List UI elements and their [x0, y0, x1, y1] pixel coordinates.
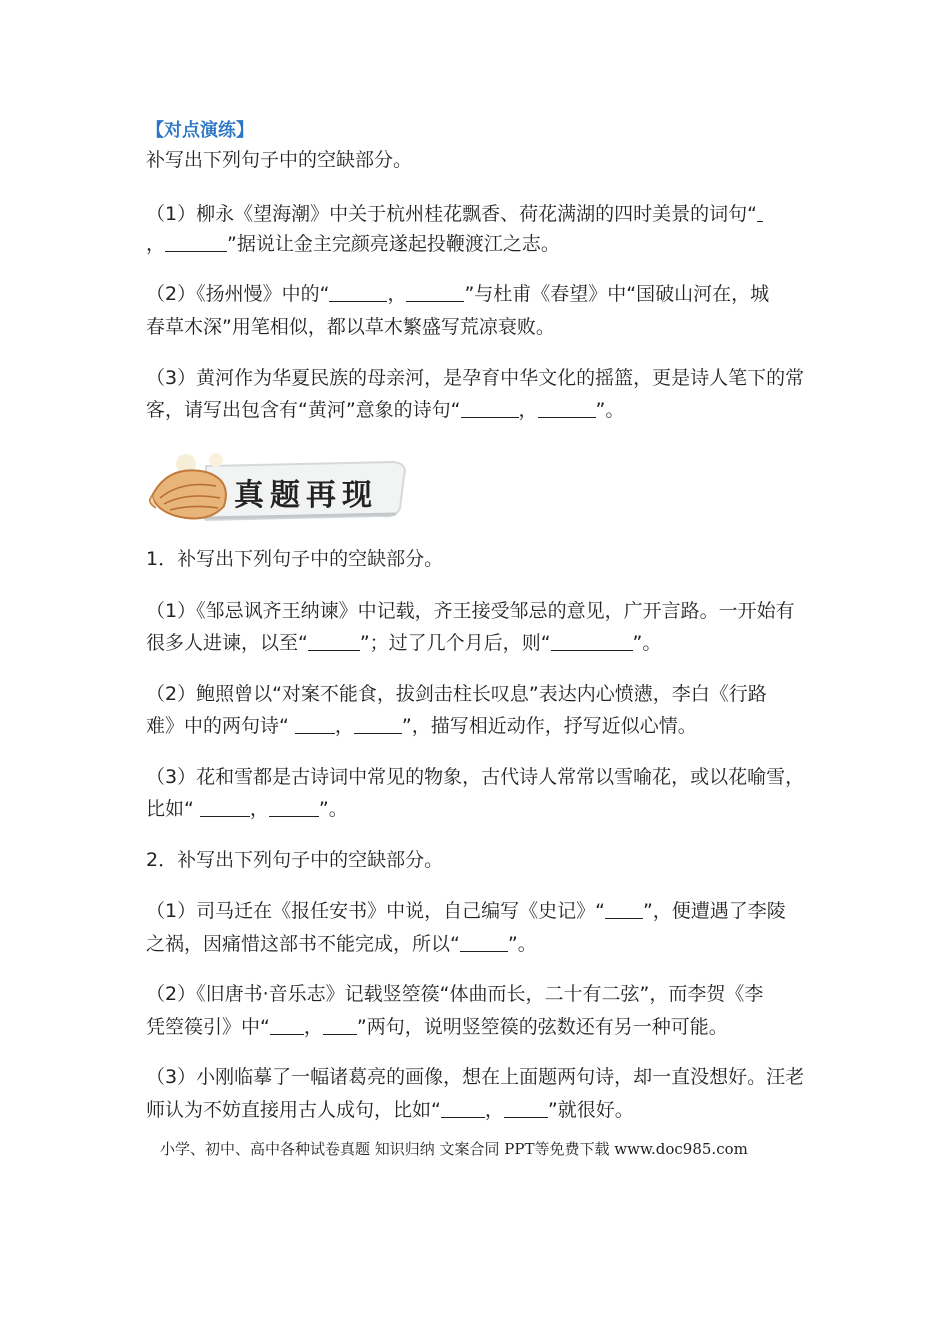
question-2-line-1: （2）《扬州慢》中的“ ， ”与杜甫《春望》中“国破山河在，城 [146, 283, 770, 305]
answer-blank[interactable] [461, 397, 519, 418]
answer-blank[interactable] [270, 1014, 304, 1035]
answer-blank[interactable] [441, 1097, 485, 1118]
question-1-line-1: （1）柳永《望海潮》中关于杭州桂花飘香、荷花满湖的四时美景的词句“ [146, 200, 816, 228]
answer-blank[interactable] [460, 931, 508, 952]
part-2-heading: 2．补写出下列句子中的空缺部分。 [146, 849, 444, 871]
answer-blank[interactable] [269, 796, 319, 817]
banner-title: 真题再现 [234, 478, 378, 513]
answer-blank[interactable] [295, 713, 335, 734]
answer-blank[interactable] [165, 231, 227, 252]
section-banner [146, 452, 416, 532]
answer-blank[interactable] [551, 630, 633, 651]
part-1-question-2-line-1: （2）鲍照曾以“对案不能食，拔剑击柱长叹息”表达内心愤懑，李白《行路 [146, 683, 767, 705]
part-2-question-2-line-2: 凭箜篌引》中“ ， ”两句，说明竖箜篌的弦数还有另一种可能。 [146, 1016, 728, 1038]
answer-blank[interactable] [757, 201, 763, 222]
footer-note: 小学、初中、高中各种试卷真题 知识归纳 文案合同 PPT等免费下载 www.doc985.com [160, 1140, 748, 1158]
answer-blank[interactable] [504, 1097, 548, 1118]
part-2-question-1-line-1: （1）司马迁在《报任安书》中说，自己编写《史记》“ ”，便遭遇了李陵 [146, 900, 786, 922]
answer-blank[interactable] [329, 281, 387, 302]
part-1-heading: 1．补写出下列句子中的空缺部分。 [146, 548, 444, 570]
part-2-question-1-line-2: 之祸，因痛惜这部书不能完成，所以“ ”。 [146, 933, 537, 955]
answer-blank[interactable] [406, 281, 464, 302]
answer-blank[interactable] [308, 630, 360, 651]
answer-blank[interactable] [323, 1014, 357, 1035]
answer-blank[interactable] [538, 397, 596, 418]
part-1-question-3-line-2: 比如“ ， ”。 [146, 798, 348, 820]
part-2-question-3-line-2: 师认为不妨直接用古人成句，比如“ ， ”就很好。 [146, 1099, 634, 1121]
part-2-question-2-line-1: （2）《旧唐书·音乐志》记载竖箜篌“体曲而长，二十有二弦”，而李贺《李 [146, 983, 764, 1005]
question-3-line-2: 客，请写出包含有“黄河”意象的诗句“ ， ”。 [146, 399, 625, 421]
answer-blank[interactable] [354, 713, 402, 734]
part-1-question-1-line-1: （1）《邹忌讽齐王纳谏》中记载，齐王接受邹忌的意见，广开言路。一开始有 [146, 600, 795, 622]
part-1-question-1-line-2: 很多人进谏，以至“ ”；过了几个月后，则“ ”。 [146, 632, 662, 654]
question-3-line-1: （3）黄河作为华夏民族的母亲河，是孕育中华文化的摇篮，更是诗人笔下的常 [146, 367, 805, 389]
question-1-line-2: ， ”据说让金主完颜亮遂起投鞭渡江之志。 [146, 233, 560, 255]
answer-blank[interactable] [200, 796, 250, 817]
answer-blank[interactable] [605, 898, 643, 919]
seashell-icon [150, 470, 226, 518]
section-title: 【对点演练】 [146, 120, 254, 141]
instruction: 补写出下列句子中的空缺部分。 [146, 149, 413, 171]
part-2-question-3-line-1: （3）小刚临摹了一幅诸葛亮的画像，想在上面题两句诗，却一直没想好。汪老 [146, 1066, 805, 1088]
part-1-question-2-line-2: 难》中的两句诗“ ， ”，描写相近动作，抒写近似心情。 [146, 715, 697, 737]
part-1-question-3-line-1: （3）花和雪都是古诗词中常见的物象，古代诗人常常以雪喻花，或以花喻雪， [146, 766, 805, 788]
question-2-line-2: 春草木深”用笔相似，都以草木繁盛写荒凉衰败。 [146, 316, 555, 338]
